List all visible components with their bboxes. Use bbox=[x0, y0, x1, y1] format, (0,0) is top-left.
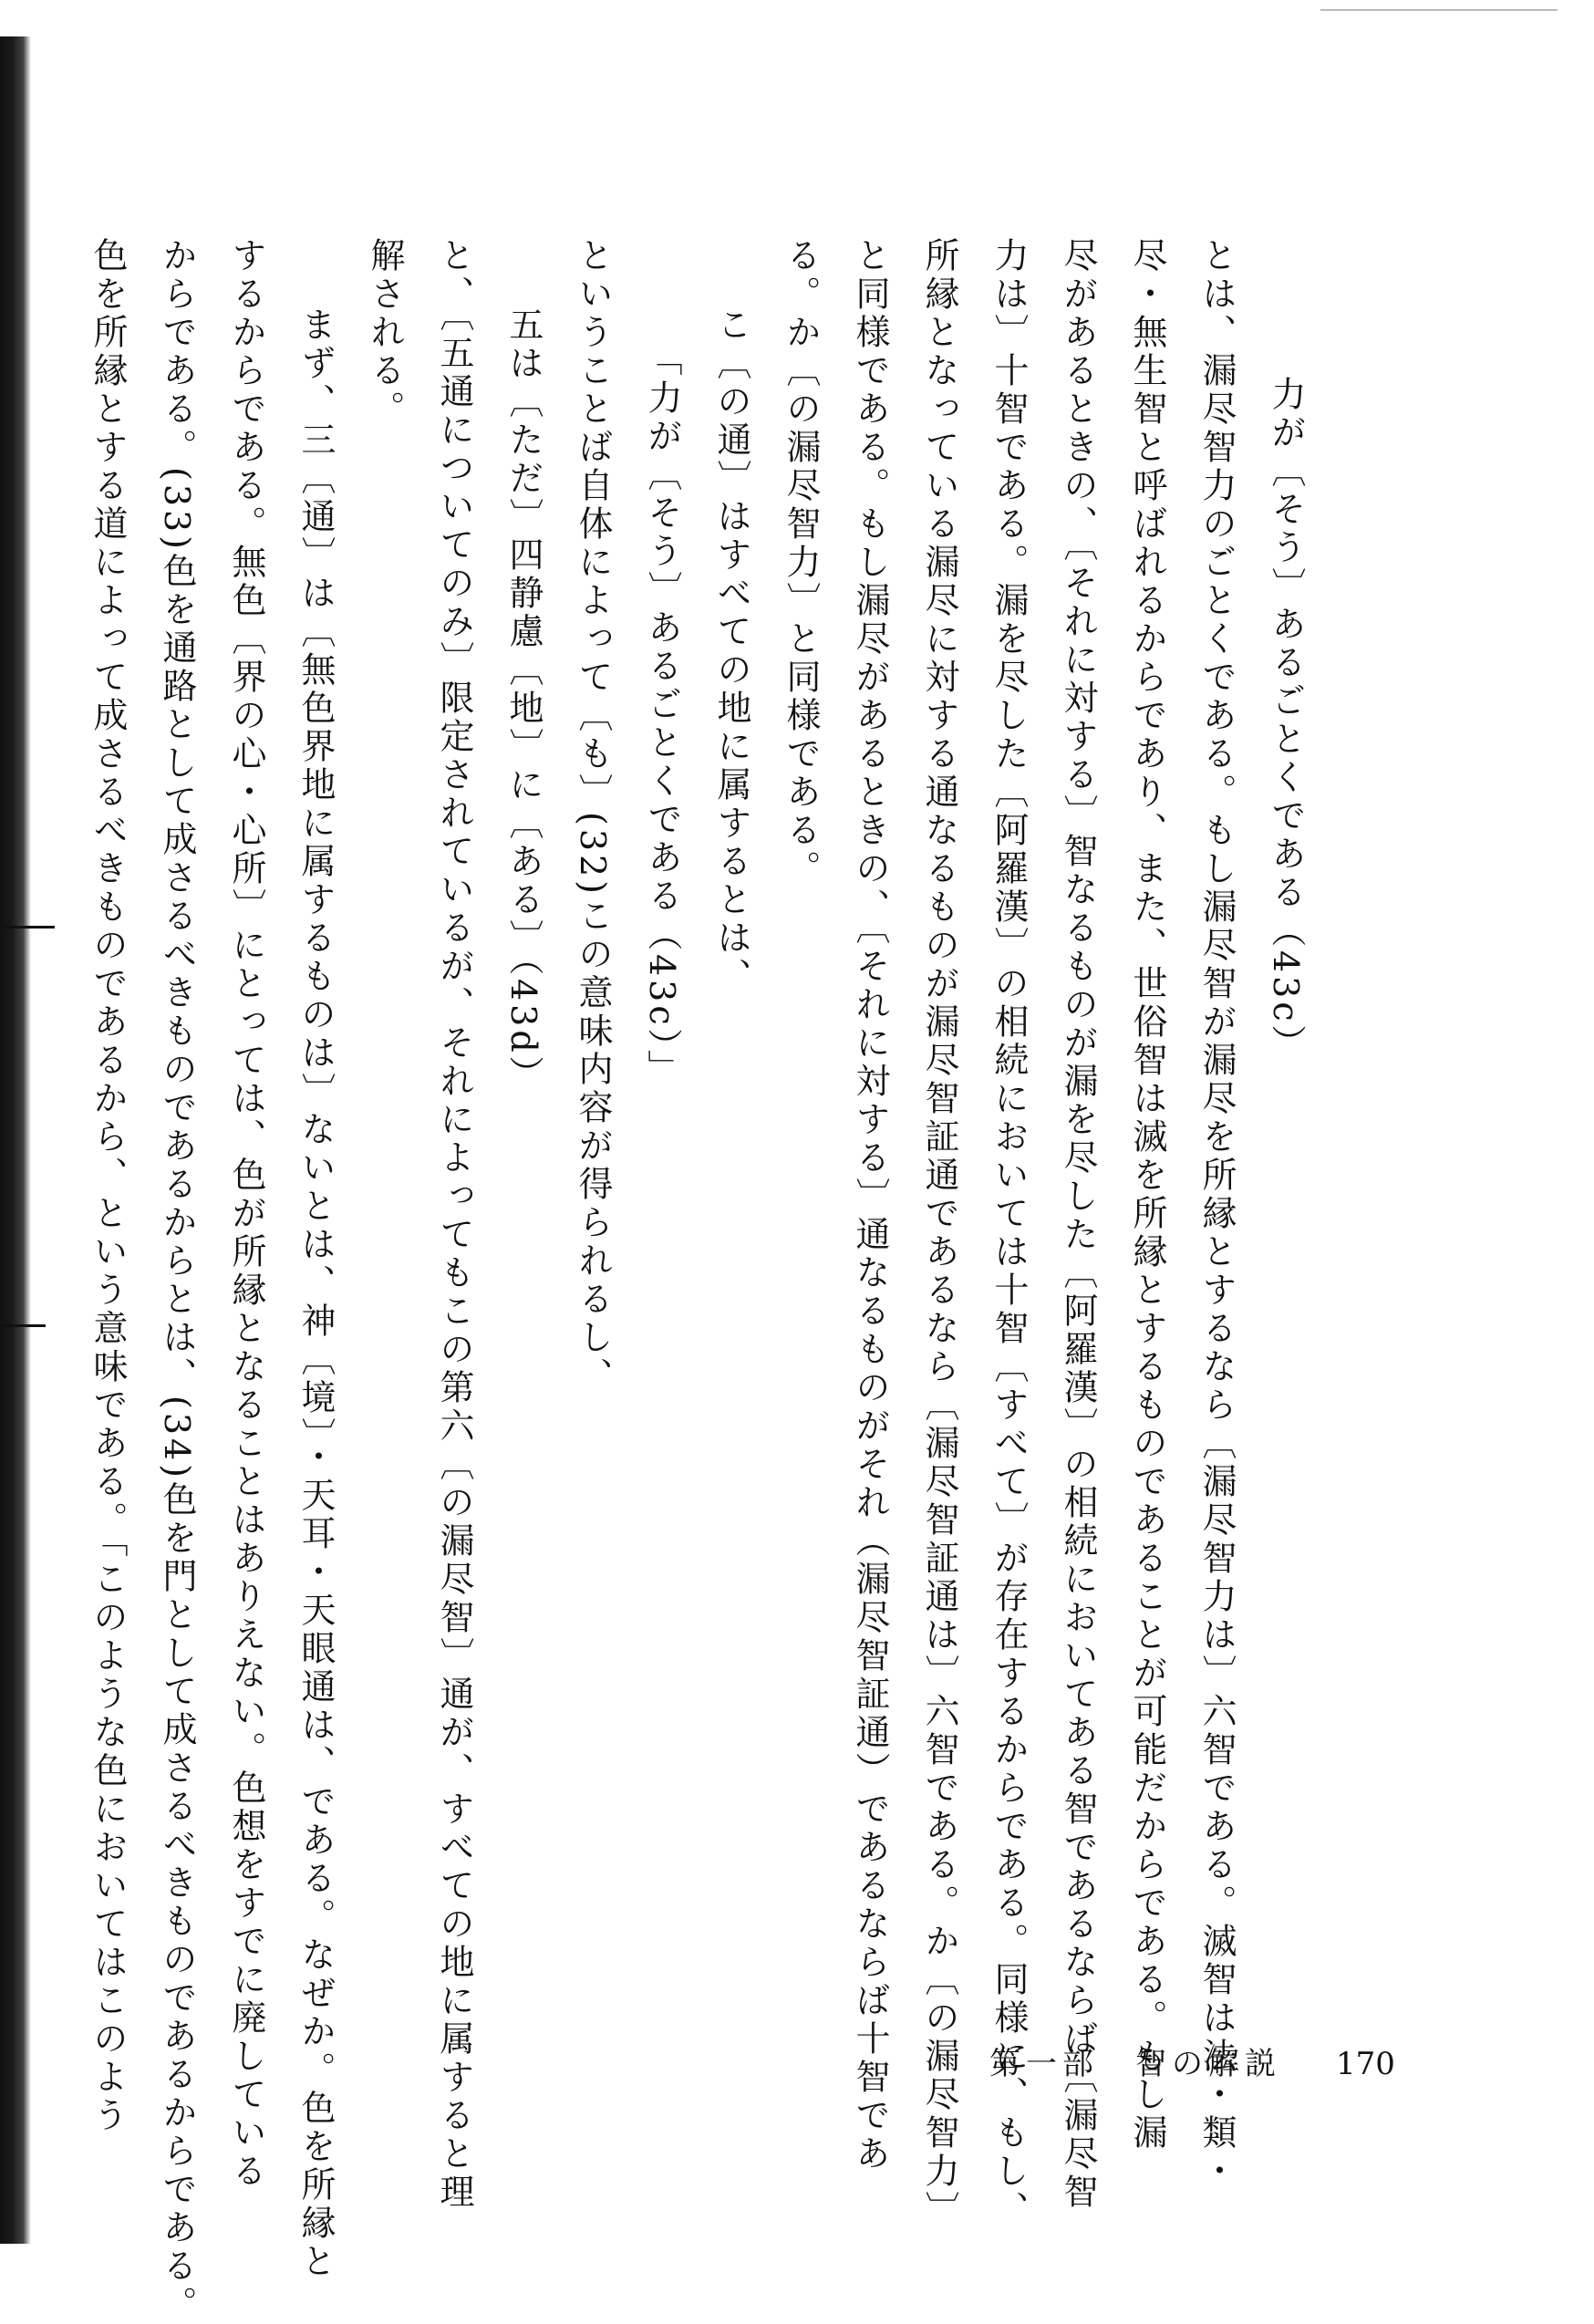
text-line: 所縁となっている漏尽に対する通なるものが漏尽智証通であるなら〔漏尽智証通は〕六智である。か〔の漏尽智力〕 bbox=[919, 237, 959, 2229]
text-line: ということば自体によって〔も〕(32)この意味内容が得られるし、 bbox=[573, 237, 613, 1396]
text-line: からである。(33)色を通路として成さるべきものであるからとは、(34)色を門として成さるべきものであるからである。 bbox=[157, 237, 197, 2324]
text-line: とは、漏尽智力のごとくである。もし漏尽智が漏尽を所縁とするなら〔漏尽智力は〕六智である。滅智は法・類・ bbox=[1196, 237, 1237, 2191]
text-line: 尽があるときの、〔それに対する〕智なるものが漏を尽した〔阿羅漢〕の相続においてある智であるならば〔漏尽智 bbox=[1058, 237, 1098, 2212]
page-footer bbox=[989, 2039, 1395, 2083]
scan-top-rule bbox=[1320, 9, 1558, 11]
text-line: 「力が〔そう〕あるごとくである（43c）」 bbox=[642, 341, 682, 1088]
edge-mark bbox=[0, 1324, 46, 1327]
text-line: するからである。無色〔界の心・心所〕にとっては、色が所縁となることはありえない。色想をすでに廃している bbox=[226, 237, 266, 2191]
scan-shadow-edge bbox=[0, 36, 31, 2244]
text-line: と同様である。もし漏尽があるときの、〔それに対する〕通なるものがそれ（漏尽智証通）であるならば十智であ bbox=[850, 237, 890, 2174]
text-line: 解される。 bbox=[365, 237, 405, 429]
text-line: まず、三〔通〕は〔無色界地に属するものは〕ないとは、神〔境〕・天耳・天眼通は、である。なぜか。色を所縁と bbox=[295, 306, 336, 2281]
section-title: 第一部 智の解説 bbox=[989, 2046, 1281, 2082]
text-line: 力は〕十智である。漏を尽した〔阿羅漢〕の相続においては十智〔すべて〕が存在するからである。同様に、もし、 bbox=[988, 237, 1029, 2229]
page-number: 170 bbox=[1336, 2046, 1395, 2082]
text-line: 尽・無生智と呼ばれるからであり、また、世俗智は滅を所縁とするものであることが可能だからである。もし漏 bbox=[1127, 237, 1167, 2153]
text-line: 五は〔ただ〕四静慮〔地〕に〔ある〕（43d） bbox=[503, 306, 543, 1095]
text-line: 色を所縁とする道によって成さるべきものであるから、という意味である。「このような色においてはこのよう bbox=[88, 237, 128, 2135]
text-line: こ〔の通〕はすべての地に属するとは、 bbox=[711, 306, 751, 996]
text-line: る。か〔の漏尽智力〕と同様である。 bbox=[781, 237, 821, 888]
edge-mark bbox=[0, 926, 55, 929]
text-line: 力が〔そう〕あるごとくである（43c） bbox=[1266, 376, 1306, 1063]
text-line: と、〔五通についてのみ〕限定されているが、それによってもこの第六〔の漏尽智〕通が、すべての地に属すると理 bbox=[434, 237, 474, 2212]
